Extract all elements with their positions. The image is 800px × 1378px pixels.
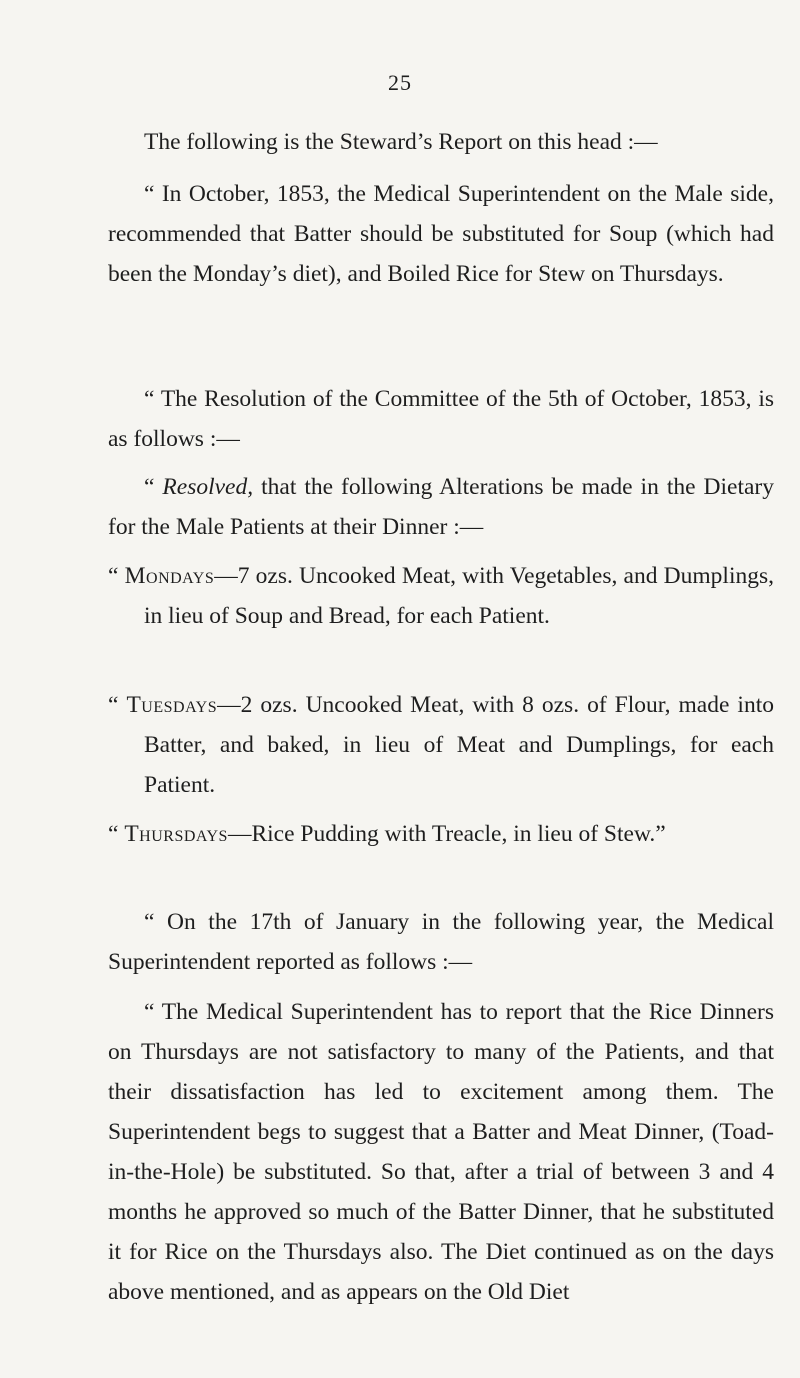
paragraph-stewards-report-intro: The following is the Steward’s Report on this head :— — [144, 129, 658, 155]
quote-mark: “ — [108, 563, 125, 589]
tuesdays-text: —2 ozs. Uncooked Meat, with 8 ozs. of Flour, made into Batter, and baked, in lieu of Meat and Dumplings, for each Patient. — [144, 692, 774, 798]
paragraph-january-report: “ On the 17th of January in the following year, the Medical Superintendent reported as follows :— — [108, 909, 774, 975]
diet-item-thursdays — [108, 814, 774, 854]
page-number: 25 — [388, 70, 412, 95]
resolved-text: that the following Alterations be made in the Dietary for the Male Patients at their Dinner :— — [108, 474, 774, 540]
quote-mark: “ — [108, 821, 125, 847]
quote-mark: “ — [108, 692, 127, 718]
diet-item-tuesdays — [108, 685, 774, 805]
paragraph-resolved — [108, 467, 774, 547]
resolved-word: Resolved, — [162, 474, 254, 500]
thursdays-text: —Rice Pudding with Treacle, in lieu of Stew.” — [227, 821, 666, 847]
paragraph-resolution: “ The Resolution of the Committee of the 5th of October, 1853, is as follows :— — [108, 386, 774, 452]
diet-item-mondays — [108, 556, 774, 636]
thursdays-label: Thursdays — [124, 821, 228, 847]
mondays-text: —7 ozs. Uncooked Meat, with Vegetables, and Dumplings, in lieu of Soup and Bread, for each Patient. — [144, 563, 774, 629]
mondays-label: Mondays — [124, 563, 215, 589]
paragraph-october-1853: “ In October, 1853, the Medical Superintendent on the Male side, recommended that Batter should be substituted for Soup (which had been the Monday’s diet), and Boiled Rice for Stew on Thursdays. — [108, 181, 774, 287]
tuesdays-label: Tuesdays — [126, 692, 218, 718]
paragraph-superintendent-report: “ The Medical Superintendent has to report that the Rice Dinners on Thursdays are not satisfactory to many of the Patients, and that their dissatisfaction has led to excitement among them. The Superintendent begs to suggest that a Batter and Meat Dinner, (Toad-in-the-Hole) be substituted. So that, after a trial of between 3 and 4 months he approved so much of the Batter Dinner, that he substituted it for Rice on the Thursdays also. The Diet continued as on the days above mentioned, and as appears on the Old Diet — [108, 999, 774, 1305]
quote-mark: “ — [144, 474, 163, 500]
